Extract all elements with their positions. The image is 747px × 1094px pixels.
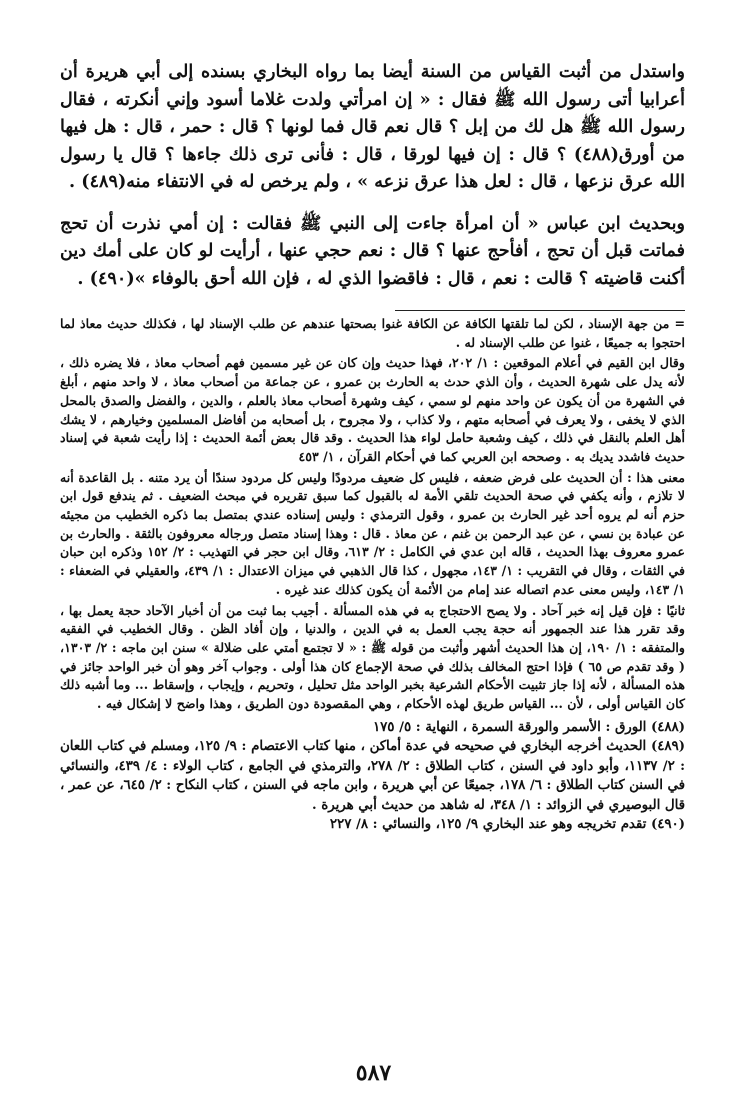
footnote-489: (٤٨٩) الحديث أخرجه البخاري في صحيحه في عدة أماكن ، منها كتاب الاعتصام : ٩/ ١٢٥، ومسلم في كتاب اللعان : ٢/ ١١٣٧، وأبو داود في السنن ، كتاب الطلاق : ٢/ ٢٧٨، والترمذي في الجامع ، كتاب الولاء : ٤/ ٤٣٩، والنسائي في السنن كتاب الطلاق : ٦/ ١٧٨، جميعًا عن أبي هريرة ، وابن ماجه في السنن ، كتاب النكاح : ٢/ ٦٤٥، عن عمر ، قال البوصيري في الزوائد : ١/ ٣٤٨، له شاهد من حديث أبي هريرة . [60,739,686,813]
footnote-meaning: معنى هذا : أن الحديث على فرض ضعفه ، فليس كل ضعيف مردودًا وليس كل مردود سندًا أن يرد متنه . بل القاعدة أنه لا تلازم ، وأنه يكفي في صحة الحديث تلقي الأمة له بالقبول كما سبق تقريره في مبحث الضعيف . ثم يندفع قول ابن حزم أنه لم يروه أحد غير الحارث بن عمرو ، وقول الترمذي : وليس إسناده عندي بمتصل بما ذكره الخطيب من مجيئه عن عبادة بن نسي ، عن عبد الرحمن بن غنم ، عن معاذ . قال : وهذا إسناد متصل ورجاله معروفون بالثقة . والحارث بن عمرو معروف بهذا الحديث ، قاله ابن عدي في الكامل : ٢/ ٦١٣، وقال ابن حجر في التهذيب : ٢/ ١٥٢ وذكره ابن حبان في الثقات ، وقال في التقريب : ١/ ١٤٣، مجهول ، كذا قال الذهبي في ميزان الاعتدال : ١/ ٤٣٩، والعقيلي في الضعفاء : ١/ ١٤٣، وليس معنى عدم اتصاله عند إمام من الأئمة أن يكون كذلك عند غيره . [60,469,686,597]
footnote-490: (٤٩٠) تقدم تخريجه وهو عند البخاري ٩/ ١٢٥، والنسائي : ٨/ ٢٢٧ [329,817,685,833]
main-paragraph-1: واستدل من أثبت القياس من السنة أيضا بما رواه البخاري بسنده إلى أبي هريرة أن أعرابيا أتى رسول الله ﷺ فقال : « إن امرأتي ولدت غلاما أسود وإني أنكرته ، فقال رسول الله ﷺ هل لك من إبل ؟ قال نعم قال فما لونها ؟ قال : حمر ، قال : هل فيها من أورق(٤٨٨) ؟ قال : إن فيها لورقا ، قال : فأنى ترى ذلك جاءها ؟ قال يا رسول الله عرق نزعها ، قال : لعل هذا عرق نزعه » ، ولم يرخص له في الانتفاء منه(٤٨٩) . [60,61,685,192]
main-paragraph-2: وبحديث ابن عباس « أن امرأة جاءت إلى النبي ﷺ فقالت : إن أمي نذرت أن تحج فماتت قبل أن تحج ، أفأحج عنها ؟ قال : نعم حجي عنها ، أرأيت لو كان على أمك دين أكنت قاضيته ؟ قالت : نعم ، قال : فاقضوا الذي له ، فإن الله أحق بالوفاء »(٤٩٠) . [60,212,685,289]
footnote-secondly: ثانيًا : فإن قيل إنه خبر آحاد . ولا يصح الاحتجاج به في هذه المسألة . أجيب بما ثبت من أن أخبار الآحاد حجة يعمل بها ، وقد تقرر هذا عند الجمهور أنه حجة يجب العمل به في الدين ، والدنيا ، وإن أفاد الظن . وقال الخطيب في الفقيه والمتفقه : ١/ ١٩٠، إن هذا الحديث أشهر وأثبت من قوله ﷺ : « لا تجتمع أمتي على ضلالة » سنن ابن ماجه : ٢/ ١٣٠٣، ( وقد تقدم ص ٦٥ ) فإذا احتج المخالف بذلك في صحة الإجماع كان هذا أولى . وجواب آخر وهو أن خبر الواحد جائز في هذه المسألة ، لأنه إذا جاز تثبيت الأحكام الشرعية بخبر الواحد مثل تحليل ، وتحريم ، وإيجاب ، وإسقاط ... وما أشبه ذلك كان القياس أولى ، لأن ... القياس طريق لهذه الأحكام ، وهي المقصودة دون الطريق ، وهذا واضح لا إشكال فيه . [60,602,686,712]
numbered-footnotes [60,718,685,835]
footnotes-continued [60,315,685,714]
footnote-continuation: = من جهة الإسناد ، لكن لما تلقتها الكافة عن الكافة غنوا بصحتها عندهم عن طلب الإسناد لها ، فكذلك حديث معاذ لما احتجوا به جميعًا ، غنوا عن طلب الإسناد له . [60,316,685,350]
footnote-separator [395,310,685,311]
page-number: ٥٨٧ [355,1060,392,1086]
footnote-488: (٤٨٨) الورق : الأسمر والورقة السمرة ، النهاية : ٥/ ١٧٥ [373,719,685,735]
main-text [60,58,685,292]
footnote-ibn-alqayyim: وقال ابن القيم في أعلام الموقعين : ١/ ٢٠٢، فهذا حديث وإن كان عن غير مسمين فهم أصحاب معاذ ، فلا يضره ذلك ، لأنه يدل على شهرة الحديث ، وأن الذي حدث به الحارث بن عمرو ، عن جماعة من أصحاب معاذ ، لا واحد منهم ، أبلغ في الشهرة من أن يكون عن واحد منهم لو سمي ، كيف وشهرة أصحاب معاذ بالعلم ، والدين ، والفضل والصدق بالمحل الذي لا يخفى ، ولا يعرف في أصحابه متهم ، ولا كذاب ، ولا مجروح ، بل أصحابه من أفاضل المسلمين وخيارهم ، لا يشك أهل العلم بالنقل في ذلك ، كيف وشعبة حامل لواء هذا الحديث . وقد قال بعض أئمة الحديث : إذا رأيت شعبة في إسناد حديث فاشدد يديك به . وصححه ابن العربي كما في أحكام القرآن ، ١/ ٤٥٣ [60,355,686,464]
